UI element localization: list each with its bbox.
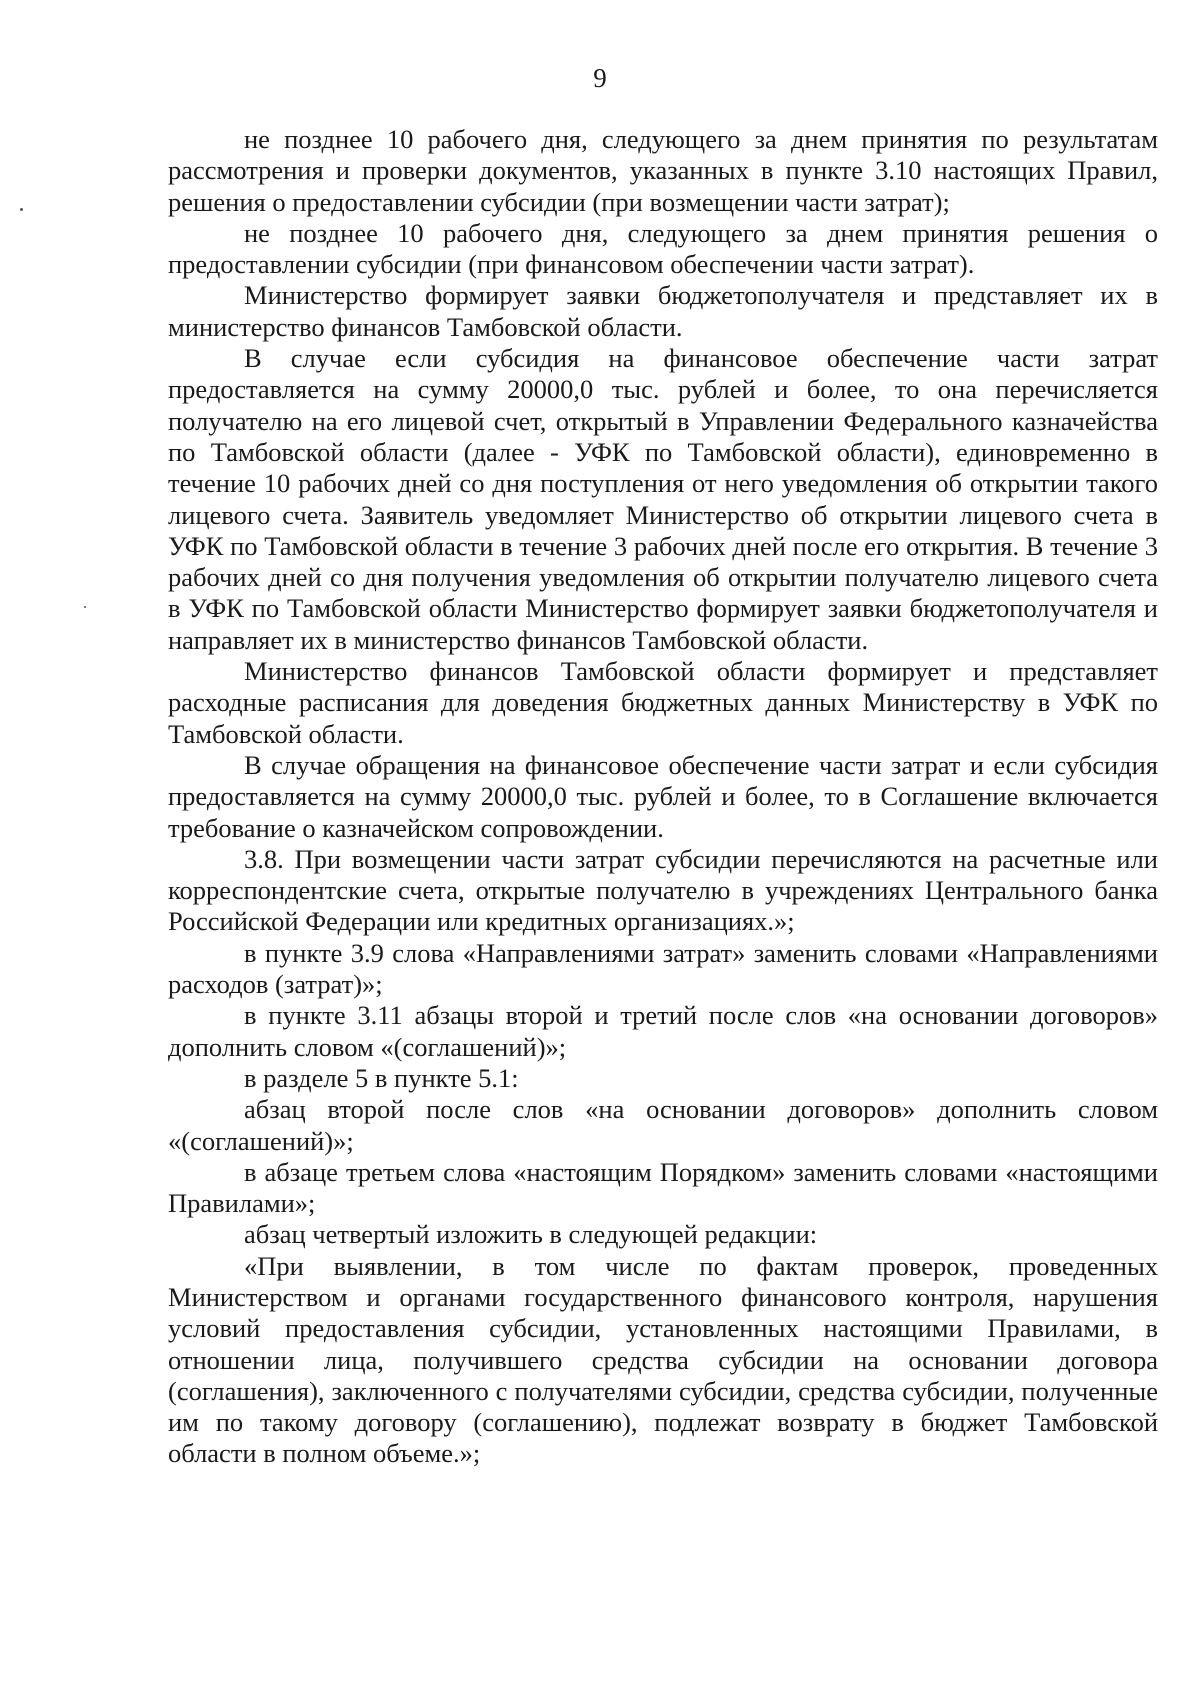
paragraph: В случае обращения на финансовое обеспечение части затрат и если субсидия предоставляется на сумму 20000,0 тыс. рублей и более, то в Соглашение включается требование о казначейском сопровождении. [168, 749, 1158, 843]
document-body [168, 124, 1158, 1470]
paragraph: абзац четвертый изложить в следующей редакции: [244, 1219, 818, 1250]
scan-speck [20, 208, 23, 211]
paragraph: Министерство финансов Тамбовской области формирует и представляет расходные расписания для доведения бюджетных данных Министерству в УФК по Тамбовской области. [168, 656, 1158, 749]
paragraph: в разделе 5 в пункте 5.1: [244, 1062, 519, 1093]
paragraph: в пункте 3.9 слова «Направлениями затрат» заменить словами «Направлениями расходов (затрат)»; [168, 937, 1158, 1000]
page-number: 9 [593, 63, 607, 93]
paragraph: 3.8. При возмещении части затрат субсидии перечисляются на расчетные или корреспондентские счета, открытые получателю в учреждениях Центрального банка Российской Федерации или кредитных организациях.»; [168, 843, 1158, 937]
paragraph: «При выявлении, в том числе по фактам проверок, проведенных Министерством и органами государственного финансового контроля, нарушения условий предоставления субсидии, установленных настоящими Правилами, в отношении лица, получившего средства субсидии на основании договора (соглашения), заключенного с получателями субсидии, средства субсидии, полученные им по такому договору (соглашению), подлежат возврату в бюджет Тамбовской области в полном объеме.»; [168, 1250, 1158, 1469]
scan-speck [84, 606, 86, 608]
paragraph: в пункте 3.11 абзацы второй и третий после слов «на основании договоров» дополнить словом «(соглашений)»; [168, 1000, 1158, 1062]
paragraph: не позднее 10 рабочего дня, следующего за днем принятия по результатам рассмотрения и проверки документов, указанных в пункте 3.10 настоящих Правил, решения о предоставлении субсидии (при возмещении части затрат); [168, 124, 1158, 217]
paragraph: не позднее 10 рабочего дня, следующего за днем принятия решения о предоставлении субсидии (при финансовом обеспечении части затрат). [168, 217, 1158, 280]
paragraph: абзац второй после слов «на основании договоров» дополнить словом «(соглашений)»; [168, 1094, 1158, 1156]
paragraph: Министерство формирует заявки бюджетополучателя и представляет их в министерство финансов Тамбовской области. [168, 280, 1158, 342]
paragraph: в абзаце третьем слова «настоящим Порядком» заменить словами «настоящими Правилами»; [168, 1156, 1158, 1219]
paragraph: В случае если субсидия на финансовое обеспечение части затрат предоставляется на сумму 20000,0 тыс. рублей и более, то она перечисляется получателю на его лицевой счет, открытый в Управлении Федерального казначейства по Тамбовской области (далее - УФК по Тамбовской области), единовременно в течение 10 рабочих дней со дня поступления от него уведомления об открытии такого лицевого счета. Заявитель уведомляет Министерство об открытии лицевого счета в УФК по Тамбовской области в течение 3 рабочих дней после его открытия. В течение 3 рабочих дней со дня получения уведомления об открытии получателю лицевого счета в УФК по Тамбовской области Министерство формирует заявки бюджетополучателя и направляет их в министерство финансов Тамбовской области. [168, 343, 1158, 655]
